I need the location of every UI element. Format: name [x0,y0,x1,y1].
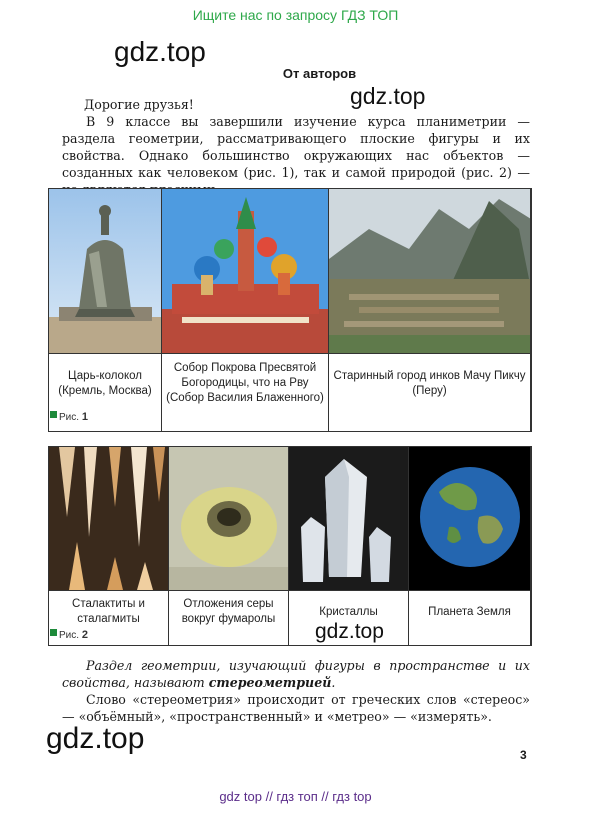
caption-cathedral: Собор Покрова Пресвятой Богородицы, что на Рву (Собор Василия Блаженного) [166,362,324,404]
caption-sulfur: Отложения серы вокруг фумаролы [181,598,276,625]
figure-2-cell-stalactites [49,447,169,645]
planet-earth-photo [409,447,531,590]
tsar-bell-photo [49,189,162,353]
term-stereometry: стереометрией [208,675,332,690]
figure-1 [48,188,532,432]
caption-tsar-bell: Царь-колокол (Кремль, Москва) [58,370,152,397]
figure-1-cell-machu-picchu [329,189,531,431]
intro-paragraph: В 9 классе вы завершили изучение курса планиметрии — раздела геометрии, рассматривающего плоские фигуры и их свойства. Однако большинство окружающих нас объектов — созданных как человеком (рис. 1), так и самой природой (рис. 2) — [62,114,530,180]
figure-2-label: Рис. 2 [50,629,88,641]
definition-paragraph: Раздел геометрии, изучающий фигуры в пространстве и их свойства, называют стереометрией. [62,658,530,690]
top-search-link[interactable]: Ищите нас по запросу ГДЗ ТОП [192,7,399,23]
figure-2 [48,446,532,646]
figure-marker-icon [50,629,57,636]
machu-picchu-photo [329,189,531,353]
figure-2-cell-crystals [289,447,409,645]
caption-machu-picchu: Старинный город инков Мачу Пикчу (Перу) [333,370,526,397]
figure-marker-icon [50,411,57,418]
caption-earth: Планета Земля [428,606,511,618]
footer-links[interactable]: gdz top // гдз топ // гдз top [219,789,372,804]
watermark: gdz.top [315,620,384,643]
etymology-paragraph: Слово «стереометрия» происходит от греческих слов «стереос» — «объёмный», «пространственный» и «метрео» — «измерять». [62,692,530,724]
figure-1-label: Рис. 1 [50,411,88,423]
figure-2-cell-earth [409,447,531,645]
watermark: gdz.top [46,722,145,755]
crystals-photo [289,447,409,590]
caption-stalactites: Сталактиты и сталагмиты [72,598,145,625]
figure-1-cell-cathedral [162,189,329,431]
page-number: 3 [520,748,527,762]
watermark: gdz.top [350,83,426,109]
figure-1-cell-tsar-bell [49,189,162,431]
watermark: gdz.top [114,36,206,67]
greeting: Дорогие друзья! [84,97,194,112]
sulfur-fumarole-photo [169,447,289,590]
figure-2-cell-sulfur [169,447,289,645]
st-basils-cathedral-photo [162,189,329,353]
stalactites-photo [49,447,169,590]
caption-crystals: Кристаллы [319,606,378,618]
page-heading: От авторов [282,66,357,81]
